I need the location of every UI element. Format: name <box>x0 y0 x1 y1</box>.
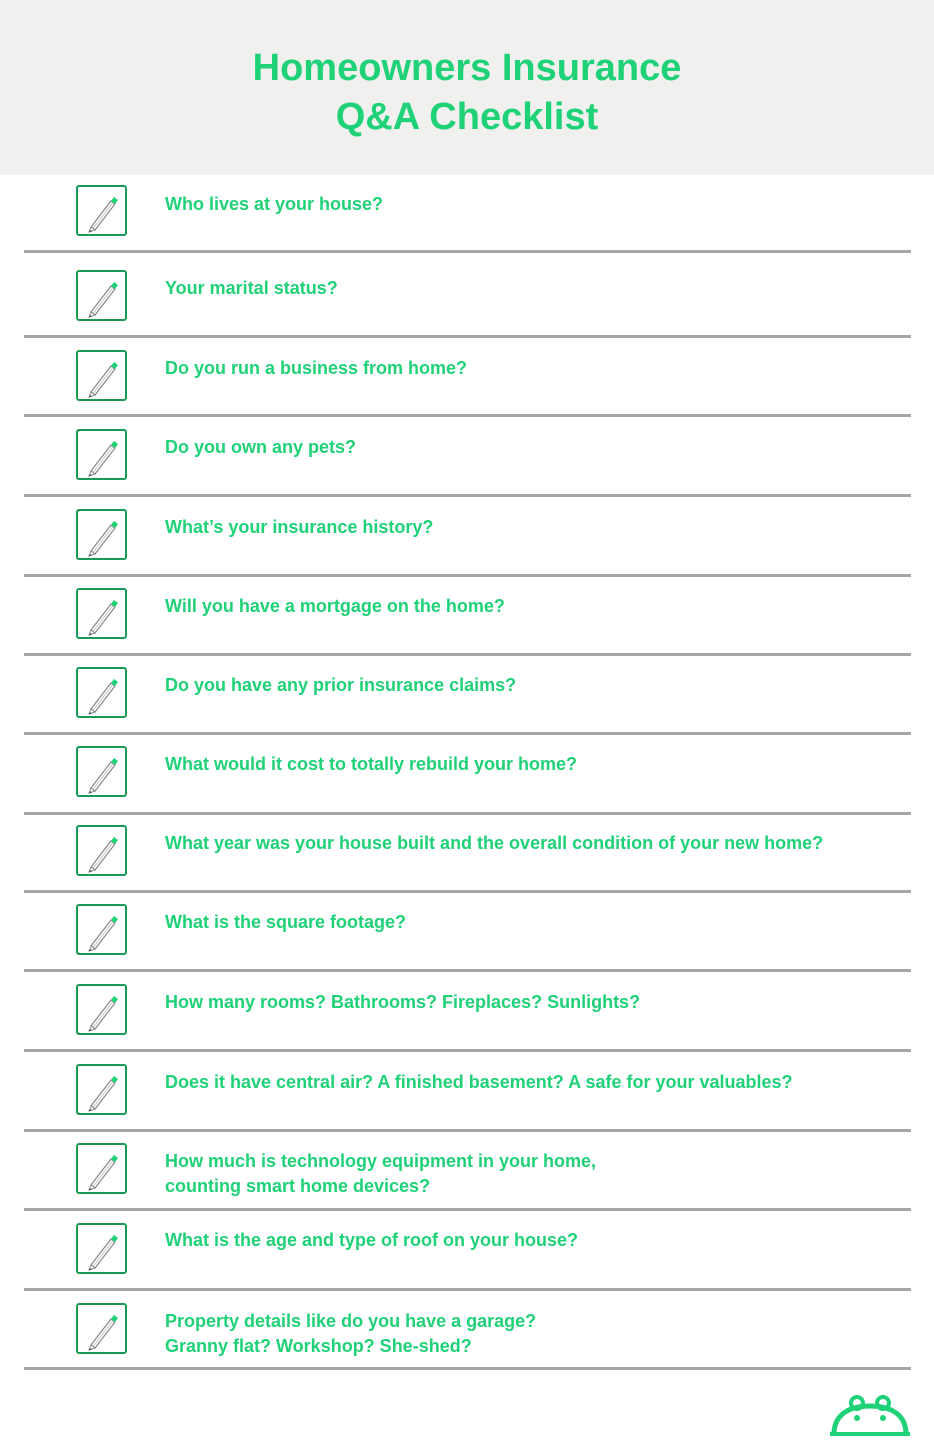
pencil-icon <box>78 906 125 953</box>
checklist-item-question: Your marital status? <box>165 278 338 298</box>
header-banner <box>0 0 934 175</box>
checklist-item-icon <box>76 185 127 236</box>
checklist-item-icon <box>76 1064 127 1115</box>
checklist-item-question: Who lives at your house? <box>165 194 384 214</box>
pencil-icon <box>78 1145 125 1192</box>
checklist-item-icon <box>76 350 127 401</box>
title-line-1: Homeowners Insurance <box>252 47 682 89</box>
checklist-item-icon <box>76 825 127 876</box>
pencil-icon <box>78 1225 125 1272</box>
checklist-item-question: Will you have a mortgage on the home? <box>165 596 505 616</box>
pencil-icon <box>78 827 125 874</box>
pencil-icon <box>78 748 125 795</box>
pencil-icon <box>78 431 125 478</box>
row-divider <box>24 1208 911 1211</box>
row-divider <box>24 414 911 417</box>
checklist-item-question: What is the age and type of roof on your house? <box>165 1230 579 1250</box>
checklist-item-question: How many rooms? Bathrooms? Fireplaces? Sunlights? <box>165 992 641 1012</box>
checklist-item-icon <box>76 429 127 480</box>
row-divider <box>24 890 911 893</box>
hippo-logo-icon <box>830 1394 910 1436</box>
row-divider <box>24 969 911 972</box>
pencil-icon <box>78 1305 125 1352</box>
checklist-item-icon <box>76 1143 127 1194</box>
checklist-item-question: Do you have any prior insurance claims? <box>165 675 517 695</box>
pencil-icon <box>78 669 125 716</box>
row-divider <box>24 1049 911 1052</box>
checklist-item-question: What’s your insurance history? <box>165 517 434 537</box>
row-divider <box>24 653 911 656</box>
pencil-icon <box>78 590 125 637</box>
pencil-icon <box>78 986 125 1033</box>
checklist-item-icon <box>76 984 127 1035</box>
checklist-item-icon <box>76 1223 127 1274</box>
pencil-icon <box>78 352 125 399</box>
row-divider <box>24 574 911 577</box>
checklist-item-question: What year was your house built and the overall condition of your new home? <box>165 833 824 853</box>
pencil-icon <box>78 187 125 234</box>
checklist-item-icon <box>76 1303 127 1354</box>
checklist-item-question: What is the square footage? <box>165 912 407 932</box>
page-title <box>0 44 934 142</box>
checklist-item-question: How much is technology equipment in your home, counting smart home devices? <box>165 1151 597 1196</box>
row-divider <box>24 1129 911 1132</box>
checklist-item-icon <box>76 904 127 955</box>
checklist-item-icon <box>76 509 127 560</box>
row-divider <box>24 812 911 815</box>
checklist-item-icon <box>76 270 127 321</box>
row-divider <box>24 1288 911 1291</box>
row-divider <box>24 494 911 497</box>
row-divider <box>24 732 911 735</box>
title-line-2: Q&A Checklist <box>335 96 599 138</box>
row-divider <box>24 335 911 338</box>
checklist-item-question: What would it cost to totally rebuild your home? <box>165 754 577 774</box>
checklist-item-question: Property details like do you have a garage? Granny flat? Workshop? She-shed? <box>165 1311 537 1356</box>
checklist-item-question: Do you run a business from home? <box>165 358 468 378</box>
checklist-item-question: Do you own any pets? <box>165 437 357 457</box>
row-divider <box>24 1367 911 1370</box>
pencil-icon <box>78 272 125 319</box>
pencil-icon <box>78 1066 125 1113</box>
checklist-item-icon <box>76 746 127 797</box>
checklist-item-question: Does it have central air? A finished basement? A safe for your valuables? <box>165 1072 793 1092</box>
row-divider <box>24 250 911 253</box>
checklist-item-icon <box>76 588 127 639</box>
checklist-item-icon <box>76 667 127 718</box>
pencil-icon <box>78 511 125 558</box>
